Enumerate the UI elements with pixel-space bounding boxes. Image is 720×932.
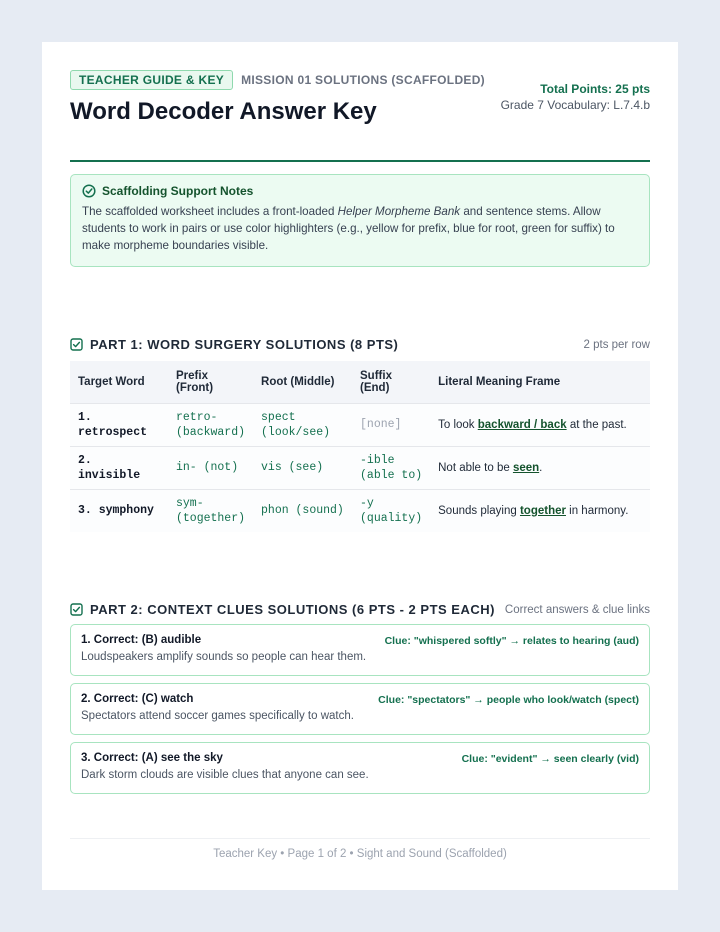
frame-text: at the past. [566, 418, 627, 431]
answer-card [70, 742, 650, 794]
answer-clue: Clue: "whispered softly" → relates to hearing (aud) [384, 635, 639, 647]
col-root: Root (Middle) [253, 361, 352, 403]
part2-section [70, 602, 650, 794]
answer-explanation: Loudspeakers amplify sounds so people can hear them. [81, 651, 367, 663]
mission-label: MISSION 01 SOLUTIONS (SCAFFOLDED) [241, 73, 485, 87]
col-suffix: Suffix (End) [352, 361, 430, 403]
notes-text-start: The scaffolded worksheet includes a front-loaded [82, 205, 338, 218]
frame-key-answer: seen [512, 461, 540, 474]
meaning-frame-cell [430, 489, 650, 532]
grade-standard: Grade 7 Vocabulary: L.7.4.b [500, 98, 650, 112]
answer-card [70, 683, 650, 735]
part2-note: Correct answers & clue links [504, 603, 650, 616]
checkbox-icon [70, 338, 83, 351]
answer-clue: Clue: "evident" → seen clearly (vid) [461, 753, 639, 765]
frame-key-answer: together [519, 504, 566, 517]
table-row [70, 489, 650, 532]
notes-text-end: and sentence stems. Allow students to work in pairs or use color highlighters (e.g., yellow for prefix, blue for root, green for suffix) to make morpheme boundaries visible. [82, 205, 615, 252]
part1-points-note: 2 pts per row [583, 338, 650, 351]
part1-section [70, 337, 650, 532]
target-word: 1. retrospect [70, 403, 168, 446]
check-circle-icon [82, 184, 96, 198]
frame-text: Sounds playing [438, 504, 520, 517]
answer-title: 3. Correct: (A) see the sky [81, 752, 223, 764]
page-footer: Teacher Key • Page 1 of 2 • Sight and Sound (Scaffolded) [70, 838, 650, 860]
table-row [70, 403, 650, 446]
answer-explanation: Dark storm clouds are visible clues that anyone can see. [81, 769, 369, 781]
page-title: Word Decoder Answer Key [70, 98, 377, 125]
table-header-row [70, 361, 650, 403]
answer-clue: Clue: "spectators" → people who look/watch (spect) [378, 694, 639, 706]
suffix-cell: -y (quality) [352, 489, 430, 532]
scaffolding-notes [70, 174, 650, 267]
target-word: 2. invisible [70, 446, 168, 489]
root-cell: spect (look/see) [253, 403, 352, 446]
prefix-cell: in- (not) [168, 446, 253, 489]
notes-text [82, 203, 638, 254]
target-word: 3. symphony [70, 489, 168, 532]
frame-key-answer: backward / back [477, 418, 567, 431]
answer-explanation: Spectators attend soccer games specifically to watch. [81, 710, 354, 722]
prefix-cell: sym- (together) [168, 489, 253, 532]
part1-title-wrap [70, 337, 398, 352]
header-meta [501, 82, 650, 112]
part2-title: PART 2: CONTEXT CLUES SOLUTIONS (6 PTS - 2 PTS EACH) [90, 602, 495, 617]
table-row [70, 446, 650, 489]
notes-header [82, 184, 638, 198]
frame-text: Not able to be [438, 461, 513, 474]
suffix-cell: -ible (able to) [352, 446, 430, 489]
prefix-cell: retro- (backward) [168, 403, 253, 446]
part1-header [70, 337, 650, 352]
meaning-frame-cell [430, 446, 650, 489]
answer-title: 2. Correct: (C) watch [81, 693, 194, 705]
part1-title: PART 1: WORD SURGERY SOLUTIONS (8 PTS) [90, 337, 399, 352]
col-target-word: Target Word [70, 361, 168, 403]
frame-text: . [539, 461, 543, 474]
col-prefix: Prefix (Front) [168, 361, 253, 403]
frame-text: in harmony. [565, 504, 629, 517]
notes-text-emphasis: Helper Morpheme Bank [337, 205, 461, 218]
word-surgery-table [70, 361, 650, 532]
part2-header [70, 602, 650, 617]
frame-text: To look [438, 418, 478, 431]
answer-key-page [42, 42, 678, 890]
col-meaning-frame: Literal Meaning Frame [430, 361, 650, 403]
root-cell: vis (see) [253, 446, 352, 489]
part2-title-wrap [70, 602, 495, 617]
header [70, 70, 650, 162]
notes-title: Scaffolding Support Notes [102, 184, 254, 198]
teacher-guide-badge: TEACHER GUIDE & KEY [70, 70, 233, 90]
answer-title: 1. Correct: (B) audible [81, 634, 202, 646]
meaning-frame-cell [430, 403, 650, 446]
root-cell: phon (sound) [253, 489, 352, 532]
checkbox-icon [70, 603, 83, 616]
total-points: Total Points: 25 pts [540, 82, 650, 96]
answer-card [70, 624, 650, 676]
suffix-cell: [none] [352, 403, 430, 446]
